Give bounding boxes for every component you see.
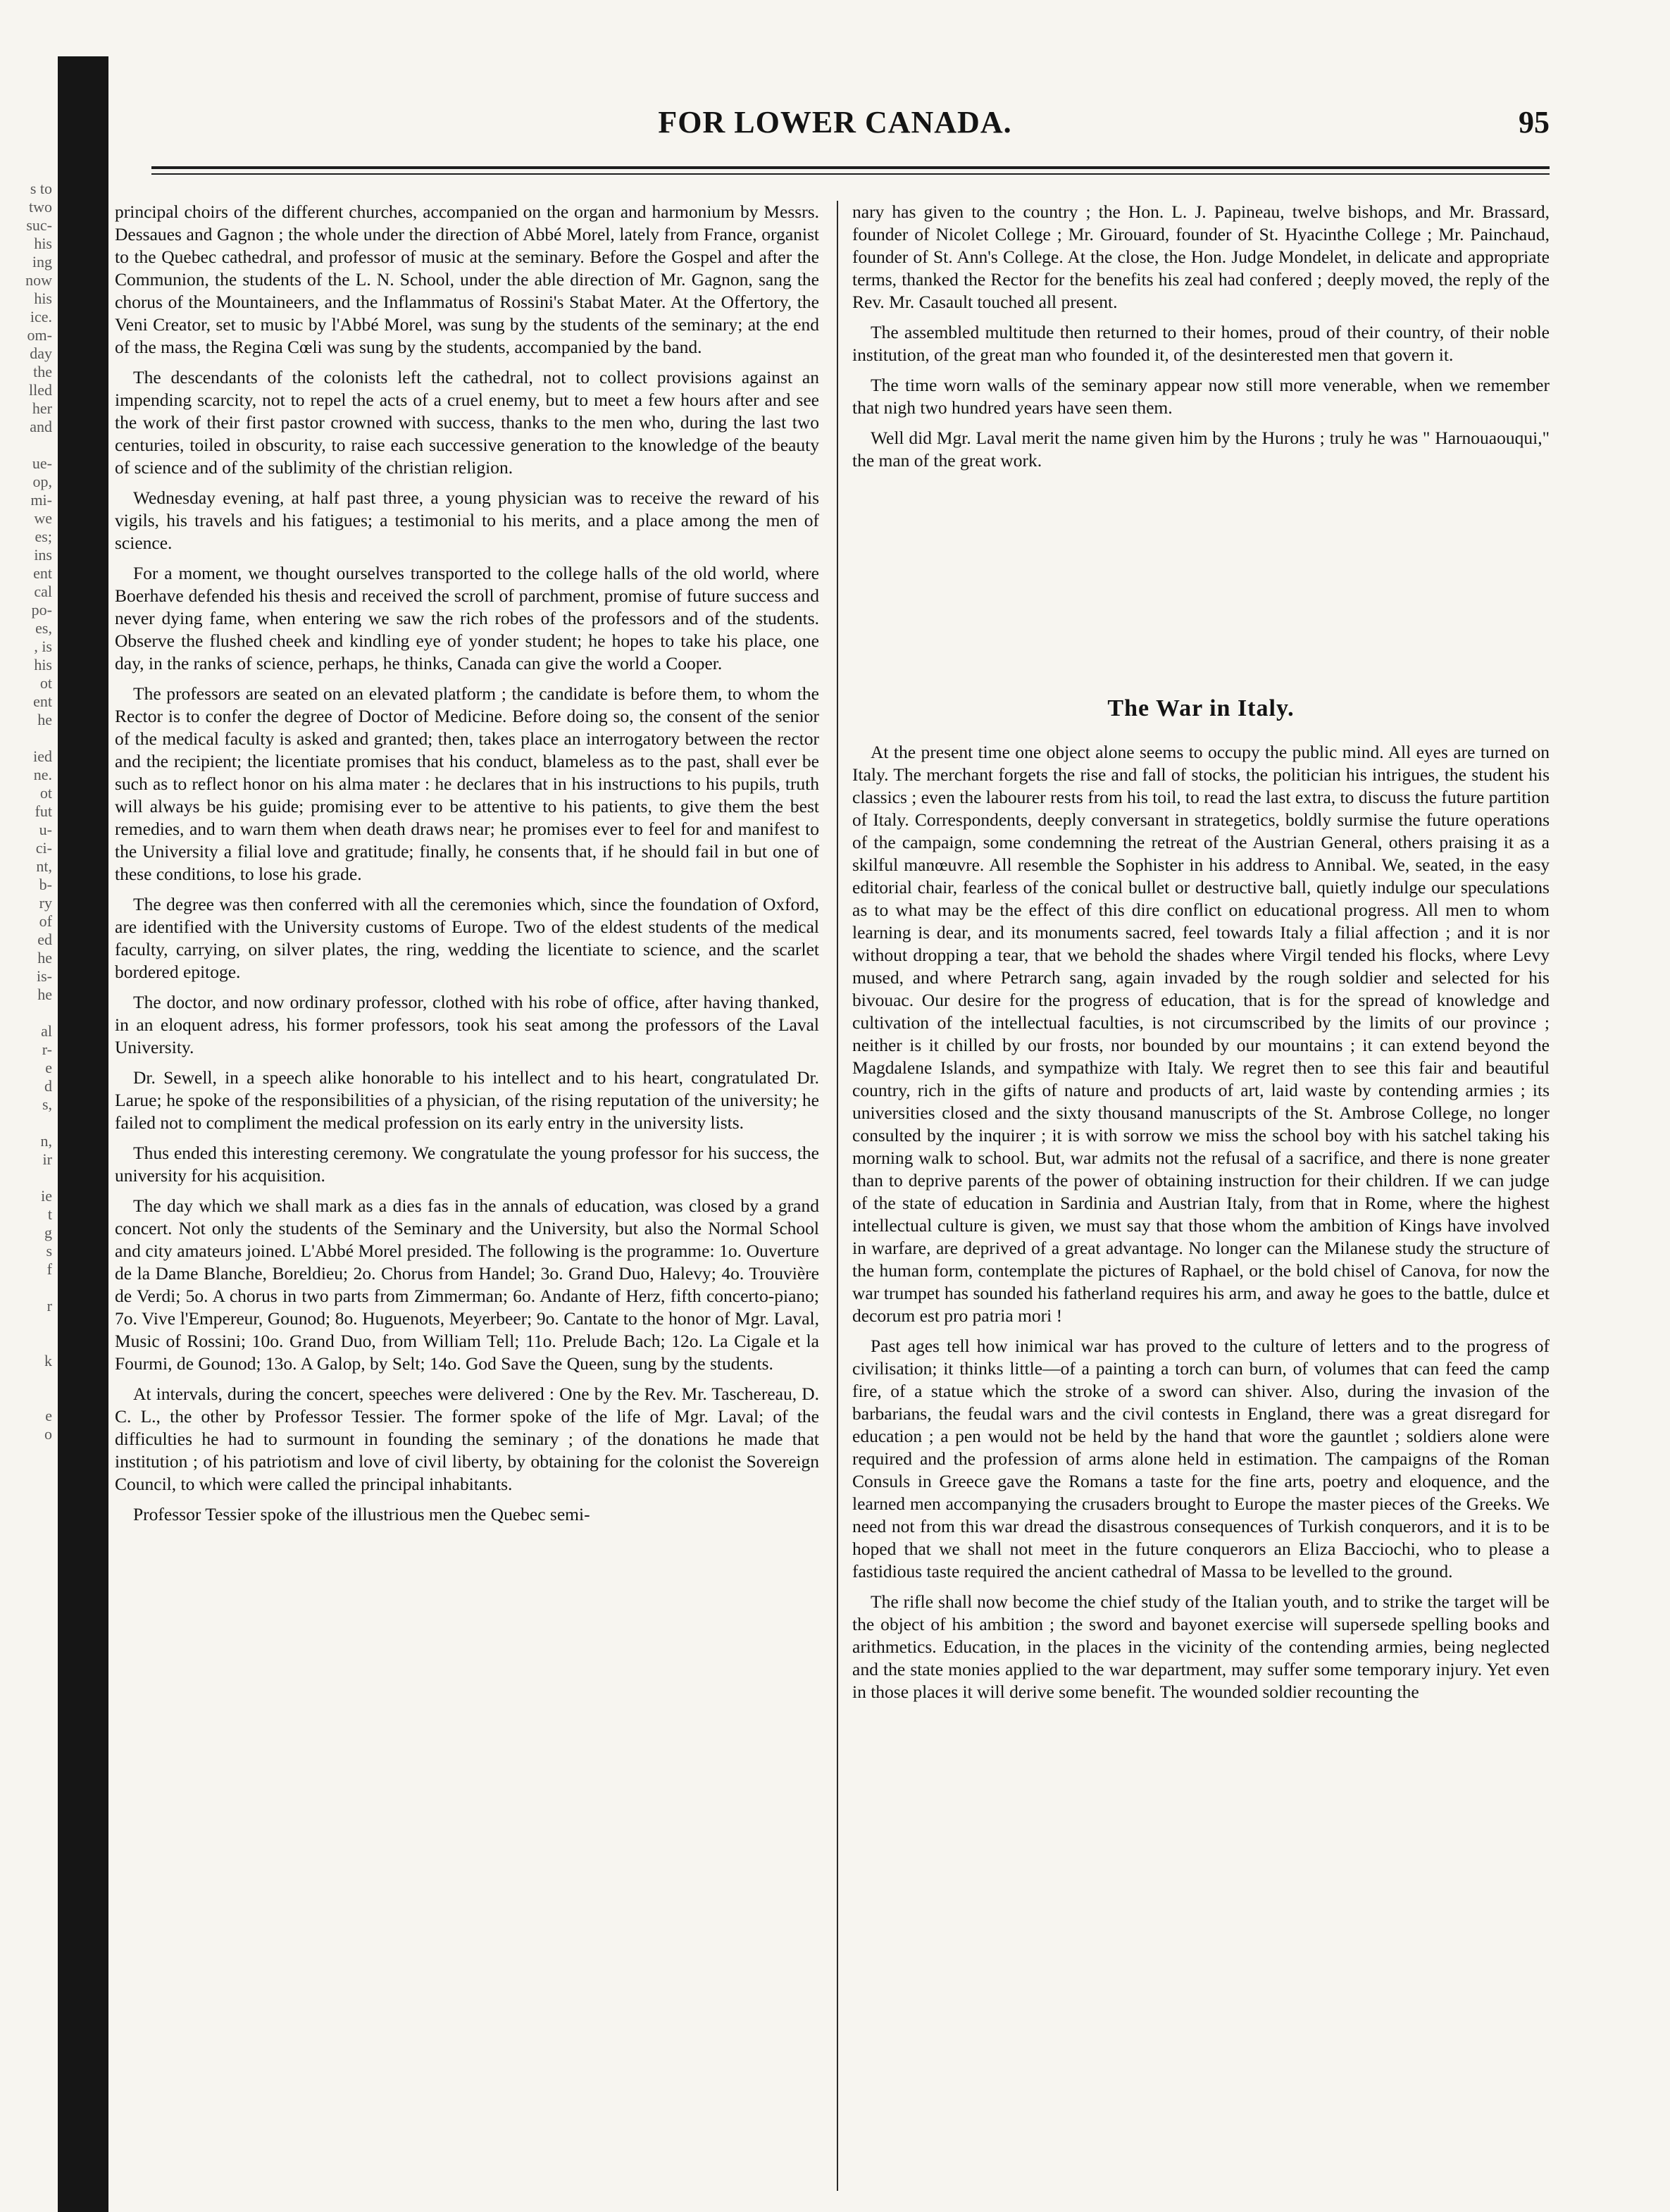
margin-fragment [0, 1388, 55, 1407]
margin-fragment [0, 1334, 55, 1352]
margin-fragment: o [44, 1425, 52, 1443]
margin-fragment: his [34, 290, 52, 307]
margin-fragment: r- [42, 1040, 52, 1058]
margin-fragment: his [34, 656, 52, 673]
margin-fragment: om- [27, 326, 52, 344]
margin-fragment: b- [39, 876, 52, 893]
margin-fragment: suc- [26, 216, 52, 234]
margin-fragment: ie [41, 1187, 52, 1205]
margin-fragment: e [45, 1059, 52, 1076]
section-heading: The War in Italy. [1107, 695, 1295, 721]
margin-fragment: k [44, 1352, 52, 1369]
margin-fragment: po- [31, 601, 52, 619]
margin-fragment: cal [34, 583, 52, 600]
margin-fragment: ins [34, 546, 52, 564]
running-header-title: FOR LOWER CANADA. [658, 105, 1012, 139]
margin-fragment: ice. [30, 308, 52, 325]
margin-fragment: he [37, 949, 52, 967]
margin-fragment: , is [34, 638, 52, 655]
margin-fragment: is- [37, 967, 52, 985]
paragraph: For a moment, we thought ourselves transported to the college halls of the old world, where Boerhave defended his thesis and received the scroll of parchment, promise of future success and never dying fame, when entering we saw the rich robes of the professors and of the students. Observe the flushed cheek and kindling eye of yonder student; he hopes to take his place, one day, in the ranks of science, perhaps, he thinks, Canada can give the world a Cooper. [115, 563, 819, 673]
paragraph: Wednesday evening, at half past three, a young physician was to receive the reward of his vigils, his travels and his fatigues; a testimonial to his merits, and a place among the men of science. [115, 487, 819, 553]
margin-fragment: t [47, 1205, 52, 1223]
paragraph: The doctor, and now ordinary professor, clothed with his robe of office, after having thanked, in an eloquent adress, his former professors, took his seat among the professors of the Laval University. [115, 992, 819, 1057]
margin-fragment: ue- [32, 454, 52, 472]
margin-fragment [0, 1462, 55, 1480]
margin-fragment: ir [42, 1150, 52, 1168]
margin-fragment: ent [33, 692, 52, 710]
margin-fragment [0, 1169, 55, 1187]
header-rule-thick [151, 166, 1550, 169]
margin-fragment: and [30, 418, 52, 435]
margin-fragment [0, 1315, 55, 1334]
paragraph: Well did Mgr. Laval merit the name given him by the Hurons ; truly he was " Harnouaouqui," the man of the great work. [852, 428, 1550, 471]
margin-fragment [0, 1443, 55, 1462]
column-divider [837, 201, 838, 2191]
margin-fragment: op, [32, 473, 52, 490]
paragraph: Professor Tessier spoke of the illustrious men the Quebec semi- [133, 1504, 590, 1524]
margin-fragment: r [46, 1297, 52, 1315]
margin-fragment: his [34, 235, 52, 252]
margin-fragment [0, 1114, 55, 1132]
right-text-column [852, 201, 1550, 2194]
paragraph: At the present time one object alone seems to occupy the public mind. All eyes are turned on Italy. The merchant forgets the rise and fall of stocks, the politician his intrigues, the student his classics ; even the labourer rests from his toil, to read the last extra, to discuss the future partition of Italy. Correspondents, deeply conversant in strategetics, boldly surmise the future operations of the campaign, some condemning the retreat of the Austrian General, others praising it as a skilful manœuvre. All resemble the Sophister in his address to Annibal. We, seated, in the easy editorial chair, fearless of the conical bullet or destructive ball, quietly indulge our speculations as to what may be the effect of this dire conflict on educational progress. All men to whom learning is dear, and its monuments sacred, feel towards Italy a filial affection ; and it is nor without dropping a tear, that we behold the shades where Virgil tended his flocks, where Levy mused, and where Petrarch sang, again invaded by the rough soldier and selected for his bivouac. Our desire for the progress of education, that is for the spread of knowledge and cultivation of the intellectual faculties, is not circumscribed by the limits of our province ; neither is it chilled by our frosts, nor bounded by our mountains ; it can extend beyond the Magdalene Islands, and sympathize with Italy. We regret then to see this fair and beautiful country, rich in the gifts of nature and products of art, laid waste by contending armies ; its universities closed and the sixty thousand manuscripts of the St. Ambrose College, no longer consulted by the inquirer ; it is with sorrow we miss the school boy with his satchel taking his morning walk to school. But, war admits not the refusal of a sacrifice, and there is none greater than to deprive parents of the power of obtaining instruction for their children. If we can judge of the state of education in Sardinia and Austrian Italy, from that in Rome, where the highest intellectual culture is given, we must say that those whom the ambition of Kings have involved in warfare, are deprived of a great advantage. No longer can the Milanese study the structure of the human form, contemplate the pictures of Raphael, or the bold chisel of Canova, for now the war trumpet has sounded his fatherland requires his arm, and away he goes to the battle, dulce et decorum est pro patria mori ! [852, 742, 1550, 1326]
margin-fragment: ent [33, 564, 52, 582]
margin-fragment: f [46, 1260, 52, 1278]
margin-fragment: d [44, 1077, 52, 1095]
margin-fragment: e [45, 1407, 52, 1424]
margin-fragment: ne. [33, 766, 52, 783]
paragraph: The time worn walls of the seminary appear now still more venerable, when we remember that nigh two hundred years have seen them. [852, 375, 1550, 418]
margin-fragment: mi- [30, 491, 52, 509]
margin-fragment: now [25, 271, 52, 289]
margin-fragment: ing [32, 253, 52, 271]
margin-fragment: day [30, 344, 52, 362]
paragraph: At intervals, during the concert, speeches were delivered : One by the Rev. Mr. Taschereau, D. C. L., the other by Professor Tessier. The former spoke of the life of Mgr. Laval; of the difficulties he had to surmount in founding the seminary ; of the donations he made that institution ; of his patriotism and love of civil liberty, by obtaining for the colonist the Sovereign Council, to which were called the principal inhabitants. [115, 1384, 819, 1494]
paragraph: The assembled multitude then returned to their homes, proud of their country, of their noble institution, of the great man who founded it, of the desinterested men that govern it. [852, 322, 1550, 365]
paragraph: Dr. Sewell, in a speech alike honorable to his intellect and to his heart, congratulated Dr. Larue; he spoke of the responsibilities of a physician, of the rising reputation of the university; he failed not to compliment the medical profession on its early entry in the university lists. [115, 1067, 819, 1133]
header-rule-thin [151, 173, 1550, 175]
paragraph: The descendants of the colonists left the cathedral, not to collect provisions against an impending scarcity, not to repel the acts of a cruel enemy, but to meet a few hours after and see the work of their first pastor crowned with success, thanks to the men who, during the last two centuries, toiled in obscurity, to raise each successive generation to the knowledge of the beauty of science and of the sublimity of the christian religion. [115, 367, 819, 478]
margin-fragment: g [44, 1224, 52, 1241]
left-text-column [115, 201, 819, 2194]
margin-fragment: ed [37, 931, 52, 948]
margin-fragment: n, [40, 1132, 52, 1150]
margin-fragment: he [37, 986, 52, 1003]
margin-fragment: fut [35, 802, 52, 820]
margin-fragment: of [39, 912, 52, 930]
paragraph: nary has given to the country ; the Hon. L. J. Papineau, twelve bishops, and Mr. Brassard, founder of Nicolet College ; Mr. Girouard, founder of St. Hyacinthe College ; Mr. Painchaud, founder of St. Ann's College. At the close, the Hon. Judge Mondelet, in delicate and appropriate terms, thanked the Rector for the benefits his zeal had confered ; deeply moved, the reply of the Rev. Mr. Casault touched all present. [852, 201, 1550, 312]
margin-fragment [0, 729, 55, 747]
margin-fragment: ci- [35, 839, 52, 857]
margin-fragment: nt, [36, 857, 52, 875]
paragraph: Thus ended this interesting ceremony. We congratulate the young professor for his success, the university for his acquisition. [115, 1143, 819, 1186]
margin-fragment [0, 1279, 55, 1297]
margin-fragment: ot [39, 674, 52, 692]
margin-fragment: we [34, 509, 52, 527]
page-number: 95 [1519, 105, 1550, 139]
margin-fragment: he [37, 711, 52, 728]
margin-fragment: s [46, 1242, 52, 1260]
margin-fragment: u- [39, 821, 52, 838]
adjacent-page-margin [0, 180, 55, 2187]
margin-fragment: es, [35, 619, 52, 637]
margin-fragment [0, 1480, 55, 1498]
margin-fragment: ied [33, 747, 52, 765]
book-binding-shadow [58, 56, 108, 2212]
margin-fragment: es; [35, 528, 52, 545]
paragraph: principal choirs of the different churches, accompanied on the organ and harmonium by Messrs. Dessaues and Gagnon ; the whole under the direction of Abbé Morel, lately from France, organist to the Quebec cathedral, and professor of music at the seminary. Before the Gospel and after the Communion, the students of the L. N. School, under the able direction of Mr. Gagnon, sang the chorus of the Mountaineers, and the Inflammatus of Rossini's Stabat Mater. At the Offertory, the Veni Creator, set to music by l'Abbé Morel, was sung by the students of the seminary; at the end of the mass, the Regina Cœli was sung by the students, accompanied by the band. [115, 201, 819, 357]
margin-fragment [0, 1004, 55, 1022]
margin-fragment: two [29, 198, 52, 216]
paragraph: The professors are seated on an elevated platform ; the candidate is before them, to whom the Rector is to confer the degree of Doctor of Medicine. Before doing so, the consent of the senior of the medical faculty is asked and granted; then, takes place an interrogatory between the rector and the recipient; the licentiate promises that his conduct, blameless as to the past, shall ever be such as to reflect honor on his alma mater : he declares that in his instructions to his pupils, truth will always be his guide; promising ever to be attentive to his patients, to give them the best remedies, and to warn them when death draws near; he promises ever to feel for and manifest to the University a filial love and gratitude; finally, he consents that, if he should fail in but one of these conditions, to lose his grade. [115, 683, 819, 884]
margin-fragment: ot [39, 784, 52, 802]
paragraph: The rifle shall now become the chief study of the Italian youth, and to strike the target will be the object of his ambition ; the sword and bayonet exercise will supersede spelling books and arithmetics. Education, in the places in the vicinity of the contending armies, being neglected and the state monies applied to the war department, may suffer some temporary injury. Yet even in those places it will derive some benefit. The wounded soldier recounting the [852, 1591, 1550, 1702]
margin-fragment: s to [30, 180, 52, 197]
margin-fragment [0, 1370, 55, 1388]
margin-fragment: al [41, 1022, 52, 1040]
margin-fragment: lled [29, 381, 52, 399]
margin-fragment [0, 436, 55, 454]
margin-fragment: the [33, 363, 52, 380]
paragraph: The day which we shall mark as a dies fas in the annals of education, was closed by a grand concert. Not only the students of the Seminary and the University, but also the Normal School and city amateurs joined. L'Abbé Morel presided. The following is the programme: 1o. Ouverture de la Dame Blanche, Boreldieu; 2o. Chorus from Handel; 3o. Grand Duo, Halevy; 4o. Trouvière de Verdi; 5o. A chorus in two parts from Zimmerman; 6o. Andante of Herz, fifth concerto-piano; 7o. Vive l'Empereur, Gounod; 8o. Huguenots, Meyerbeer; 9o. Cantate to the honor of Mgr. Laval, Music of Rossini; 10o. Grand Duo, from William Tell; 11o. Prelude Bach; 12o. La Cigale et la Fourmi, de Gounod; 13o. A Galop, by Selt; 14o. God Save the Queen, sung by the students. [115, 1195, 819, 1374]
margin-fragment: her [32, 399, 52, 417]
paragraph: Past ages tell how inimical war has proved to the culture of letters and to the progress of civilisation; it thinks little—of a painting a torch can burn, of volumes that can feed the camp fire, of a statue which the stroke of a sword can shiver. Also, during the invasion of the barbarians, the feudal wars and the civil contests in England, there was a great disregard for education ; a pen would not be held by the hand that wore the gauntlet ; soldiers alone were required and the profession of arms alone held in estimation. The campaigns of the Roman Consuls in Greece gave the Romans a taste for the fine arts, poetry and eloquence, and the learned men accompanying the crusaders brought to Europe the master pieces of the Greeks. We need not from this war dread the disastrous consequences of Turkish conquerors, and it is to be hoped that we shall not meet in the future conquerors an Eliza Bacciochi, who to please a fastidious taste required the ancient cathedral of Massa to be levelled to the ground. [852, 1336, 1550, 1582]
margin-fragment: s, [42, 1095, 52, 1113]
margin-fragment: ry [39, 894, 52, 912]
paragraph: The degree was then conferred with all the ceremonies which, since the foundation of Oxford, are identified with the University customs of Europe. Two of the eldest students of the medical faculty, carrying, on silver plates, the ring, wedding the licentiate to science, and the scarlet bordered epitoge. [115, 894, 819, 982]
